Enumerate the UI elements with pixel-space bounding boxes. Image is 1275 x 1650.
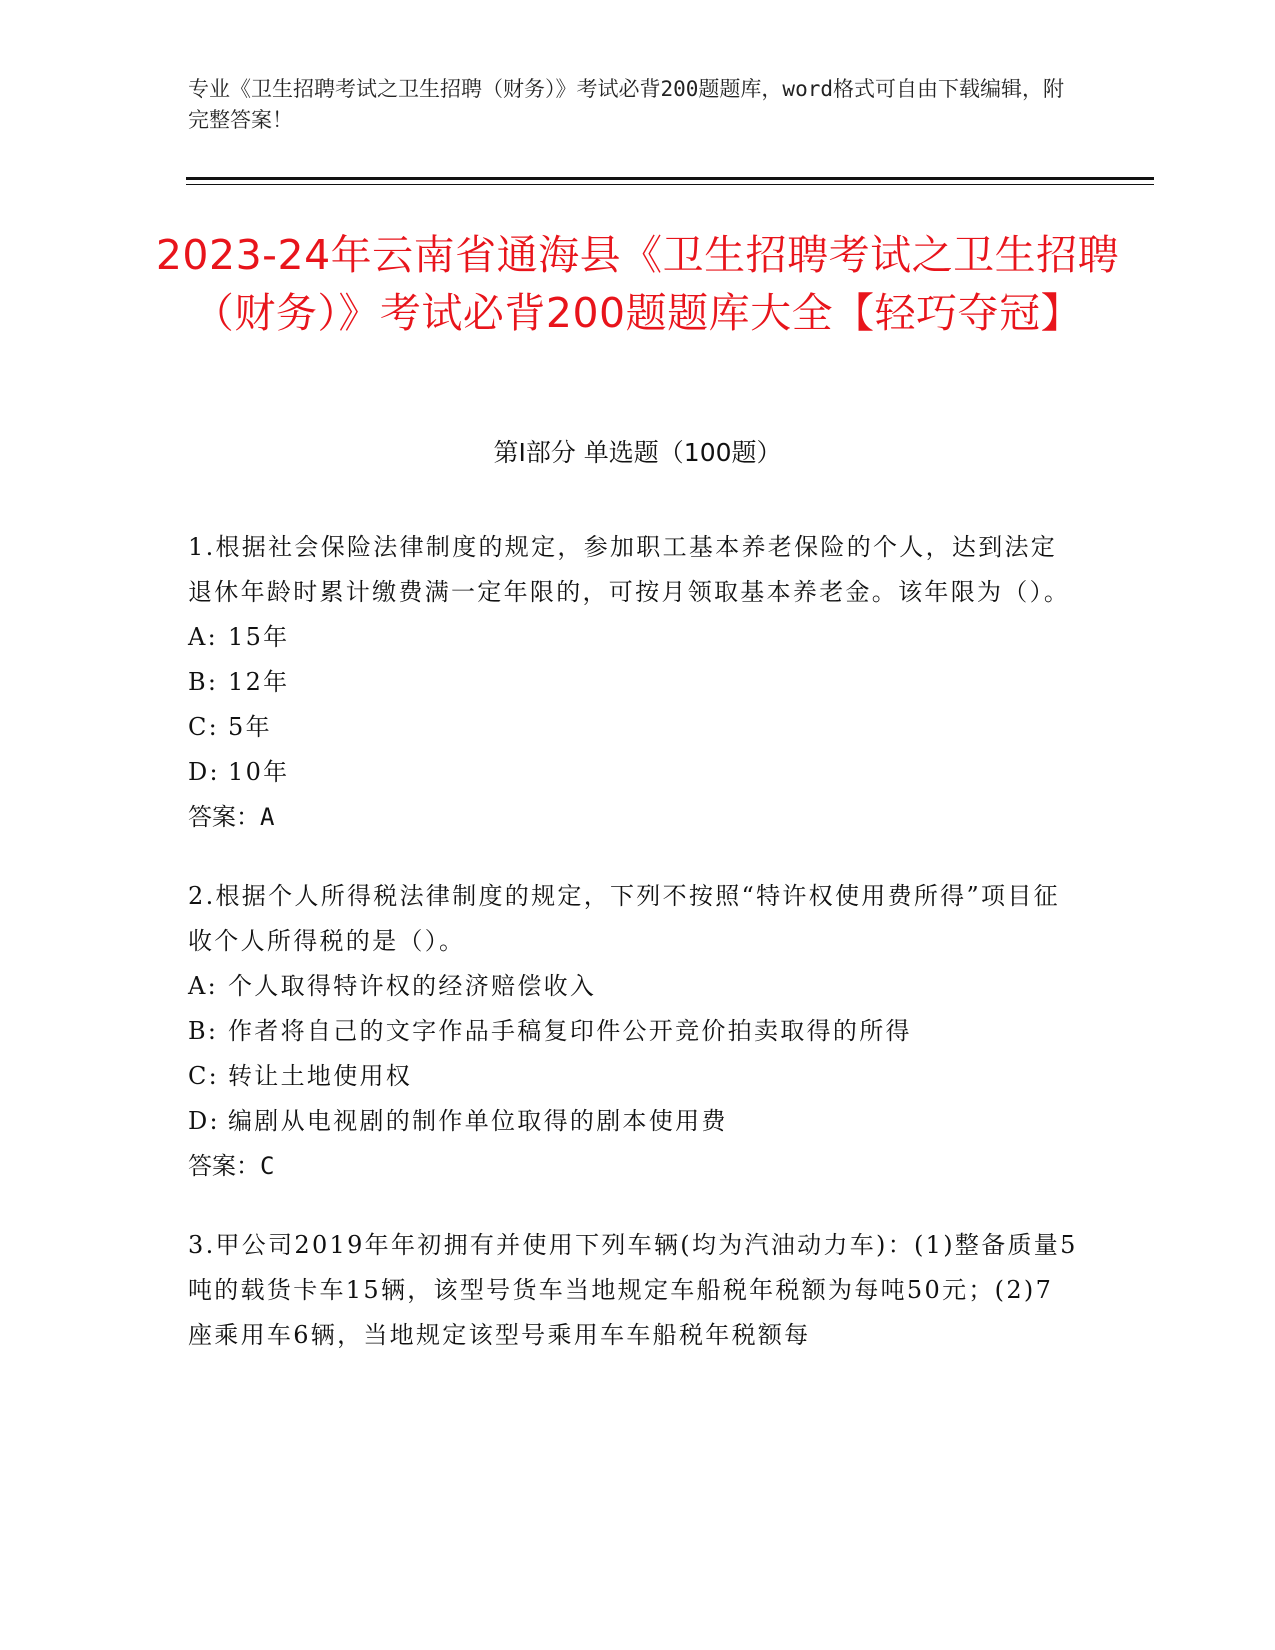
option-a	[188, 615, 1078, 660]
answer-value: A	[260, 803, 275, 831]
option-b	[188, 1009, 1078, 1054]
option-text: 5年	[228, 713, 272, 741]
option-text: 个人取得特许权的经济赔偿收入	[228, 972, 597, 1000]
question-2	[188, 874, 1078, 1189]
answer-value: C	[260, 1152, 275, 1180]
option-text: 15年	[228, 623, 290, 651]
header-note: 专业《卫生招聘考试之卫生招聘（财务）》考试必背200题题库，word格式可自由下载编辑，附完整答案！	[188, 77, 1064, 132]
option-a	[188, 964, 1078, 1009]
option-text: 编剧从电视剧的制作单位取得的剧本使用费	[228, 1107, 728, 1135]
section-heading: 第Ⅰ部分 单选题（100题）	[493, 438, 782, 467]
question-3	[188, 1223, 1078, 1358]
option-key: A:	[188, 972, 219, 1000]
question-stem: 3.甲公司2019年年初拥有并使用下列车辆(均为汽油动力车)：(1)整备质量5吨的载货卡车15辆，该型号货车当地规定车船税年税额为每吨50元；(2)7座乘用车6辆，当地规定该型号乘用车车船税年税额每	[188, 1231, 1078, 1349]
option-d	[188, 1099, 1078, 1144]
option-text: 转让土地使用权	[228, 1062, 413, 1090]
header-divider-thin	[186, 184, 1154, 185]
option-b	[188, 660, 1078, 705]
question-stem: 2.根据个人所得税法律制度的规定，下列不按照“特许权使用费所得”项目征收个人所得税的是（）。	[188, 882, 1060, 955]
answer-line	[188, 1144, 1078, 1189]
option-key: A:	[188, 623, 219, 651]
option-key: B:	[188, 1017, 219, 1045]
document-title: 2023-24年云南省通海县《卫生招聘考试之卫生招聘（财务）》考试必背200题题库大全【轻巧夺冠】	[155, 231, 1120, 337]
option-text: 作者将自己的文字作品手稿复印件公开竞价拍卖取得的所得	[228, 1017, 912, 1045]
answer-label: 答案：	[188, 1152, 260, 1180]
question-list	[188, 525, 1078, 1392]
option-text: 12年	[228, 668, 290, 696]
option-key: B:	[188, 668, 219, 696]
option-key: C:	[188, 713, 220, 741]
answer-line	[188, 795, 1078, 840]
option-c	[188, 705, 1078, 750]
option-text: 10年	[228, 758, 290, 786]
option-key: D:	[188, 758, 220, 786]
header-divider-thick	[186, 177, 1154, 180]
option-c	[188, 1054, 1078, 1099]
answer-label: 答案：	[188, 803, 260, 831]
option-d	[188, 750, 1078, 795]
question-1	[188, 525, 1078, 840]
option-key: C:	[188, 1062, 220, 1090]
option-key: D:	[188, 1107, 220, 1135]
question-stem: 1.根据社会保险法律制度的规定，参加职工基本养老保险的个人，达到法定退休年龄时累计缴费满一定年限的，可按月领取基本养老金。该年限为（）。	[188, 533, 1071, 606]
